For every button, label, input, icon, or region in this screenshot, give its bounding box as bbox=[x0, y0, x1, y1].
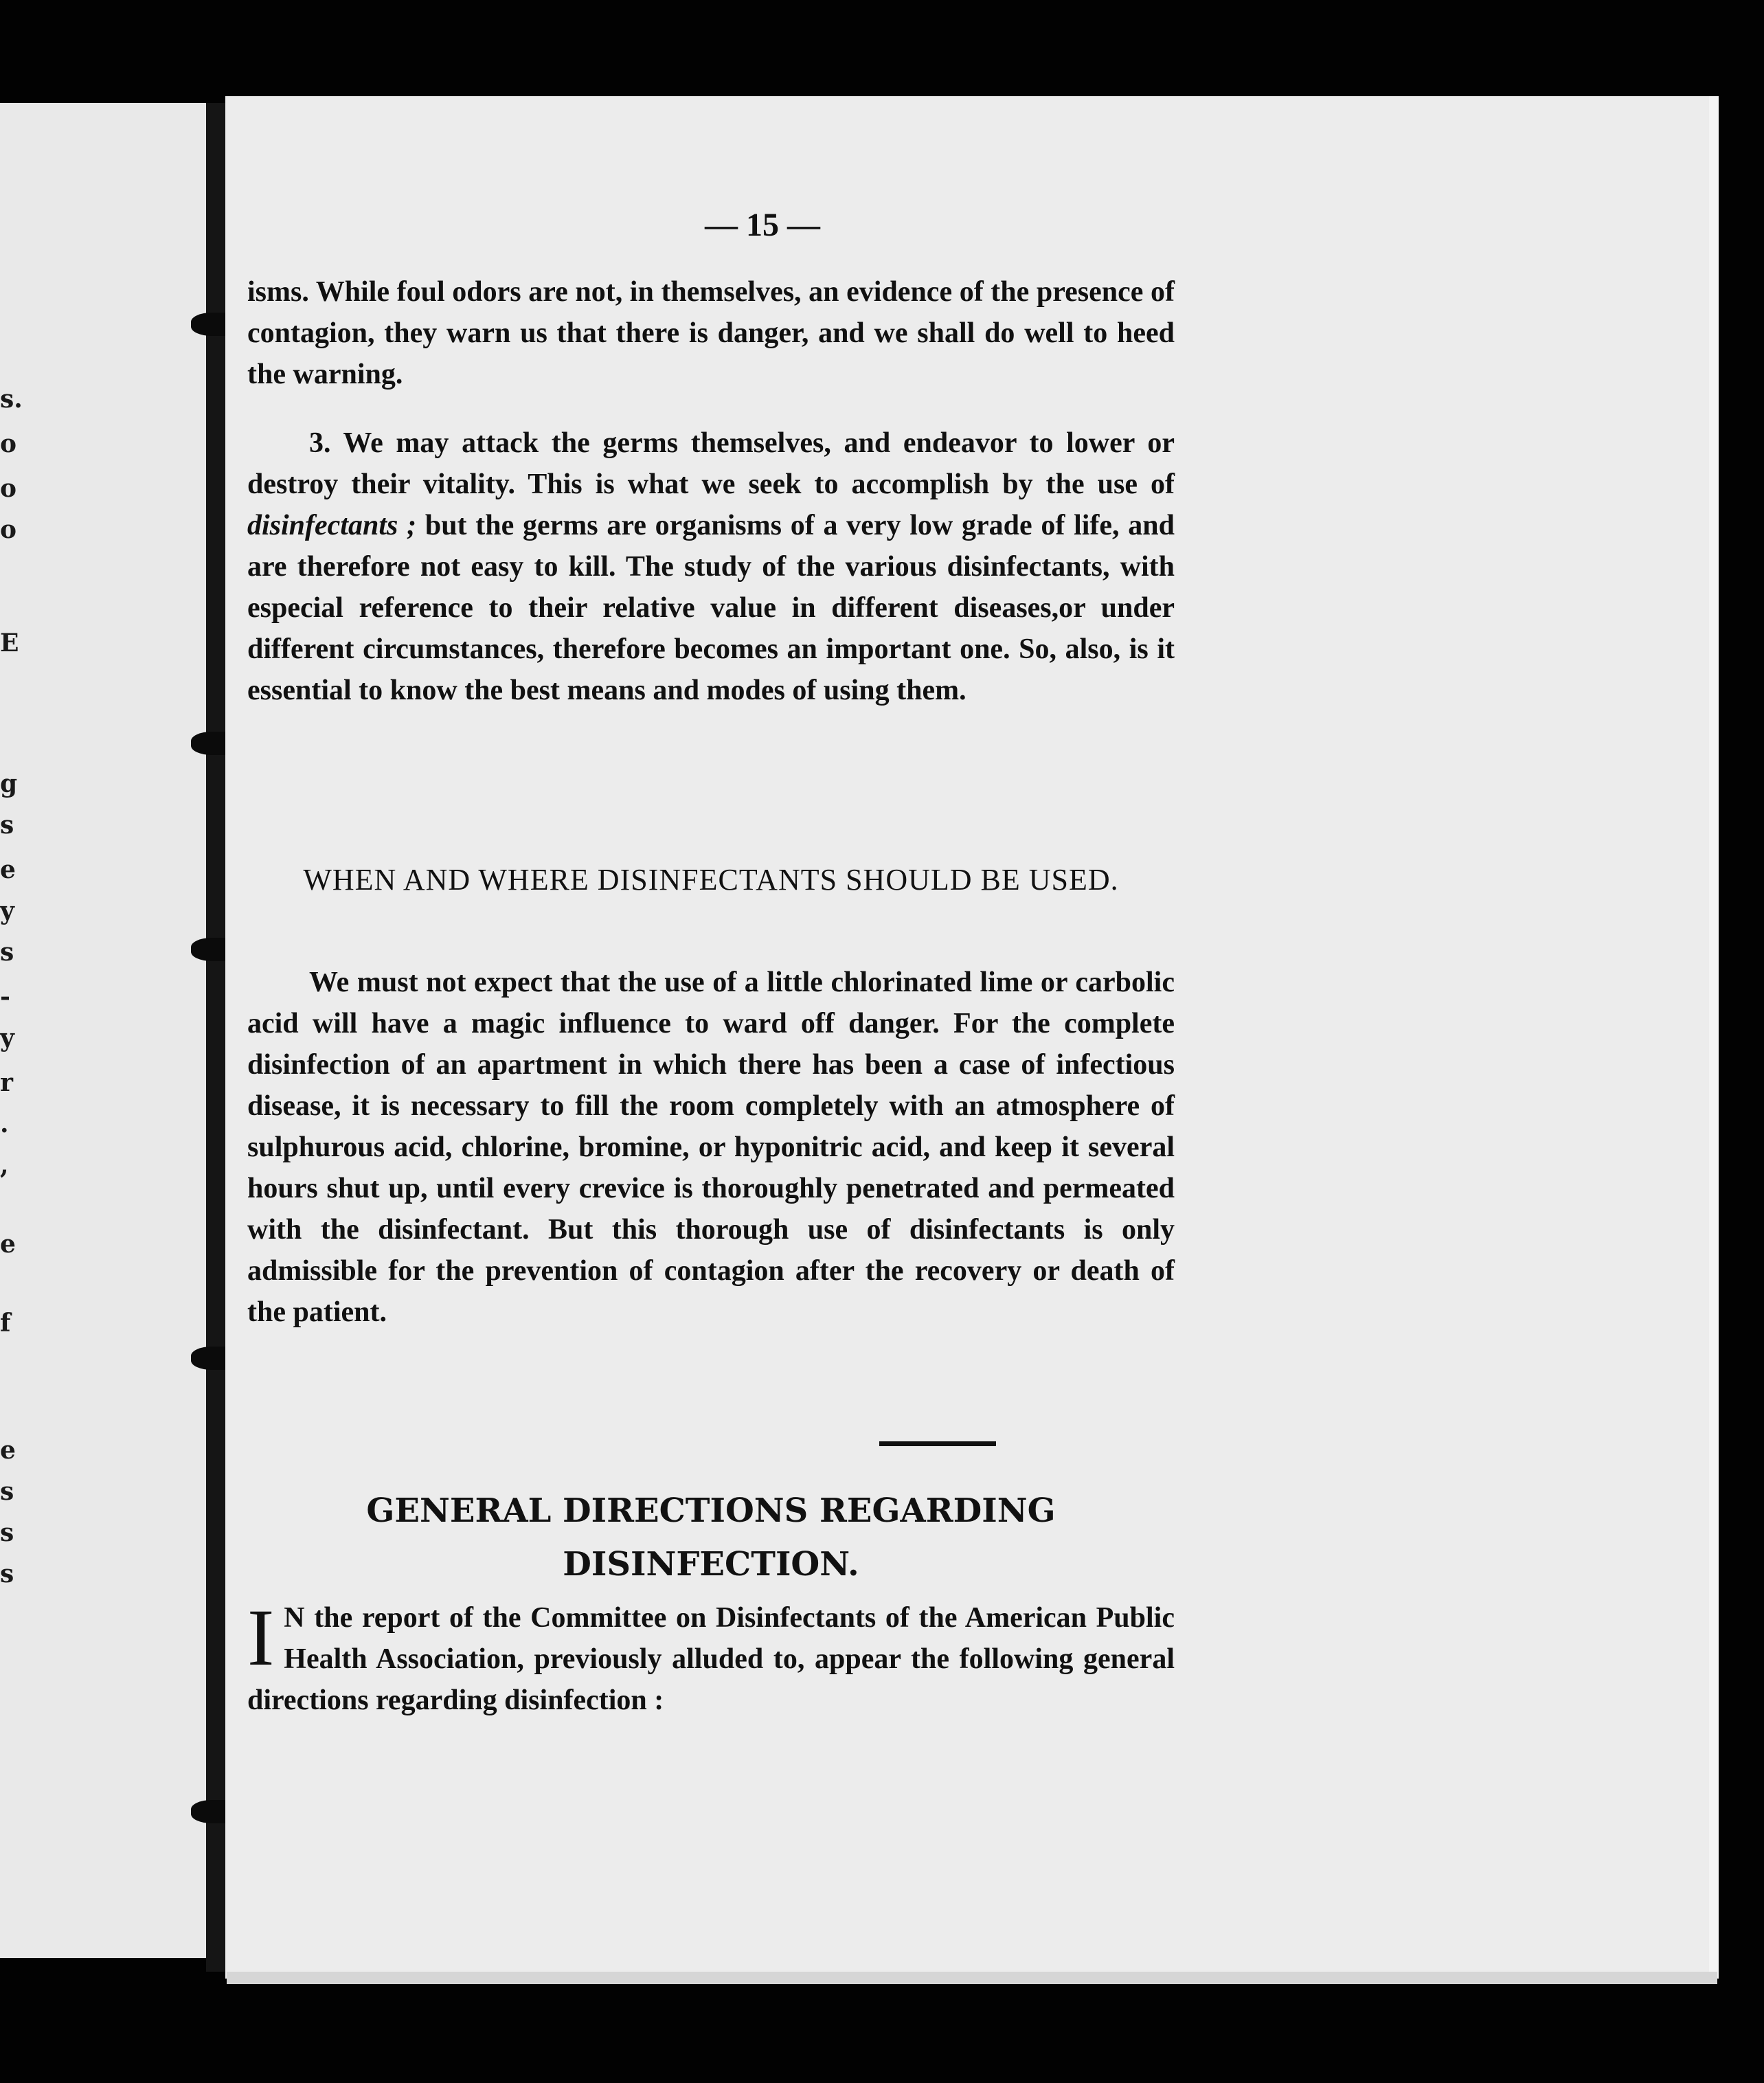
left-page-fragment: . bbox=[0, 1110, 9, 1138]
section-divider-rule bbox=[879, 1441, 996, 1446]
page-number: — 15 — bbox=[705, 207, 820, 243]
paragraph-report bbox=[247, 1592, 1175, 1721]
left-facing-page bbox=[0, 103, 218, 1958]
left-page-fragment: o bbox=[0, 515, 17, 544]
paragraph-text bbox=[247, 423, 1175, 711]
section-heading-when-where: WHEN AND WHERE DISINFECTANTS SHOULD BE USED. bbox=[303, 863, 1119, 897]
left-page-fragment: E bbox=[0, 629, 19, 657]
paragraph-chlorinated-lime bbox=[247, 962, 1175, 1333]
left-page-fragment: s bbox=[0, 1560, 14, 1588]
left-page-fragment: e bbox=[0, 1436, 16, 1465]
drop-cap: I bbox=[247, 1592, 275, 1682]
left-page-fragment: y bbox=[0, 897, 14, 925]
paragraph-text bbox=[247, 1592, 1175, 1721]
left-page-fragment: s bbox=[0, 938, 14, 967]
left-page-fragment: y bbox=[0, 1024, 14, 1052]
paragraph-text: We must not expect that the use of a little chlorinated lime or carbolic acid will have a magic influence to ward off danger. For the complete disinfection of an apartment in which there has been a case of infectious disease, it is necessary to fill the room completely with an atmosphere of sulphurous acid, chlorine, bromine, or hyponitric acid, and keep it several hours shut up, until every crevice is thoroughly penetrated and permeated with the disinfectant. But this thorough use of disinfectants is only admissible for the prevention of contagion after the recovery or death of the patient. bbox=[247, 967, 1175, 1328]
left-page-fragment: e bbox=[0, 855, 16, 884]
left-page-fragment: - bbox=[0, 982, 10, 1011]
left-page-fragment: o bbox=[0, 474, 17, 503]
paragraph-rest: but the germs are organisms of a very low grade of life, and are therefore not easy to kill. The study of the various disinfectants, with especial reference to their relative value in different diseases,or under different circumstances, therefore becomes an important one. So, also, is it essential to know the best means and modes of using them. bbox=[247, 510, 1175, 706]
paragraph-start: 3. We may attack the germs themselves, and endeavor to lower or destroy their vitality. This is what we seek to accomplish by the use of bbox=[247, 427, 1175, 500]
italic-term: disinfectants ; bbox=[247, 510, 417, 541]
left-page-fragment: s bbox=[0, 811, 14, 840]
left-page-fragment: , bbox=[0, 1151, 9, 1180]
paragraph-body: N the report of the Committee on Disinfectants of the American Public Health Association, previously alluded to, appear the following general directions regarding disinfection : bbox=[247, 1602, 1175, 1716]
left-page-fragment: f bbox=[0, 1309, 11, 1338]
left-page-fragment: e bbox=[0, 1230, 16, 1259]
section-heading-general-directions: GENERAL DIRECTIONS REGARDING DISINFECTION. bbox=[366, 1491, 1056, 1584]
left-page-fragment: s bbox=[0, 1477, 14, 1506]
book-spine bbox=[206, 103, 225, 1972]
paragraph-germs bbox=[247, 423, 1175, 711]
paragraph-isms bbox=[247, 271, 1175, 395]
left-page-fragment: o bbox=[0, 429, 17, 458]
paragraph-text: isms. While foul odors are not, in themselves, an evidence of the presence of contagion, they warn us that there is danger, and we shall do well to heed the warning. bbox=[247, 276, 1175, 390]
left-page-fragment: g bbox=[0, 769, 18, 798]
left-page-fragment: s. bbox=[0, 385, 23, 414]
page-bottom-edge bbox=[227, 1972, 1717, 1984]
left-page-fragment: r bbox=[0, 1068, 13, 1097]
left-page-fragment: s bbox=[0, 1518, 14, 1547]
